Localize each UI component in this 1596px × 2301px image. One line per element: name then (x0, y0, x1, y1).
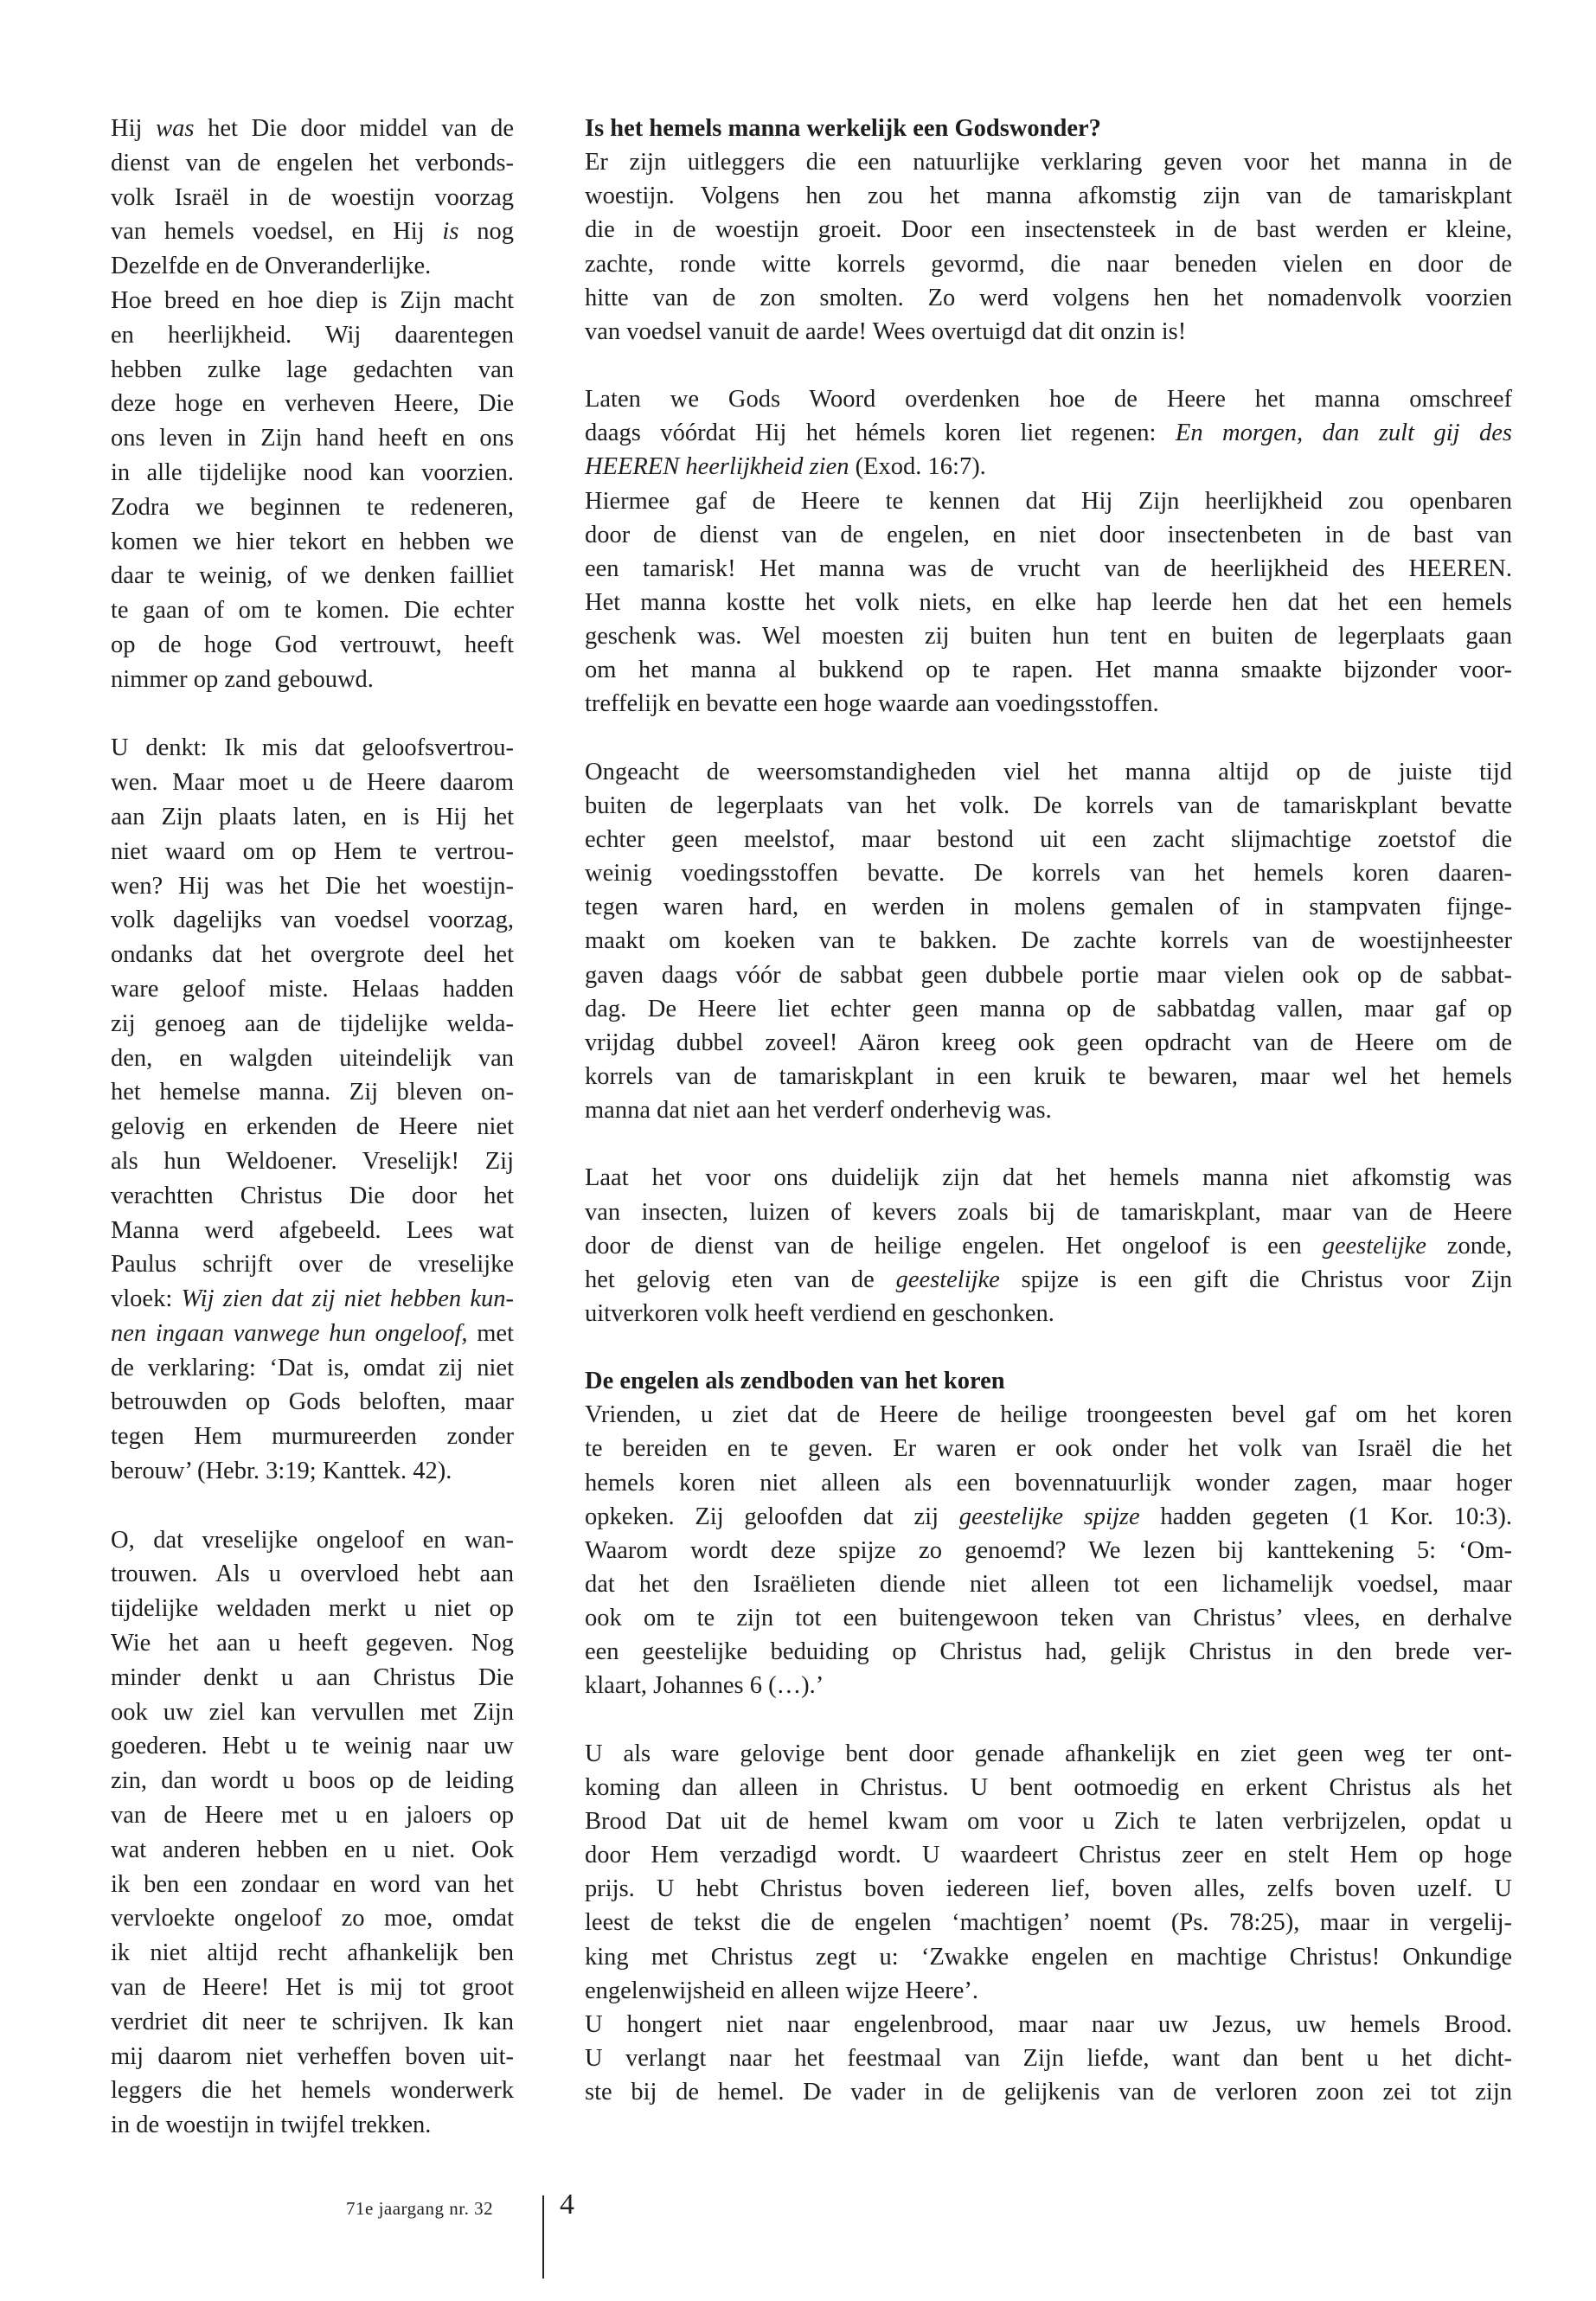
italic-text: nen ingaan vanwege hun ongeloof, (111, 1319, 468, 1347)
text: als hun Weldoener. Vreselijk! Zij (111, 1147, 514, 1175)
text-line (585, 484, 1512, 518)
footer-divider (542, 2195, 544, 2279)
text-line (585, 1940, 1512, 1974)
text: ste bij de hemel. De vader in de gelijkenis van de verloren zoon zei tot zijn (585, 2079, 1512, 2106)
text-line (111, 1214, 514, 1248)
text: U als ware gelovige bent door genade afhankelijk en ziet geen weg ter ont- (585, 1740, 1512, 1767)
text: Dezelfde en de Onveranderlijke. (111, 253, 432, 280)
text: Het manna kostte het volk niets, en elke hap leerde hen dat het een hemels (585, 588, 1512, 616)
text-line (585, 1872, 1512, 1906)
italic-text: is (442, 218, 459, 246)
text: ook om te zijn tot een buitengewoon teken van Christus’ vlees, en derhalve (585, 1605, 1512, 1632)
text-line (585, 2041, 1512, 2075)
text: daar te weinig, of we denken failliet (111, 562, 514, 590)
text-line (585, 382, 1512, 416)
italic-text: HEEREN heerlijkheid zien (585, 453, 849, 481)
footer-issue-label: 71e jaargang nr. 32 (346, 2198, 494, 2219)
text-line (585, 247, 1512, 281)
text: opkeken. Zij geloofden dat zij (585, 1503, 959, 1530)
text: Hij (111, 115, 157, 142)
paragraph (585, 1737, 1512, 2008)
paragraph-spacer (585, 1127, 1512, 1161)
text: gelovig en erkenden de Heere niet (111, 1113, 514, 1141)
text-line (111, 1282, 514, 1317)
text: (Exod. 16:7). (849, 453, 986, 481)
text: berouw’ (Hebr. 3:19; Kanttek. 42). (111, 1458, 452, 1485)
text: vrijdag dubbel zoveel! Aäron kreeg ook geen opdracht van de Heere om de (585, 1029, 1512, 1056)
paragraph (585, 382, 1512, 484)
text: hemels koren niet alleen als een bovennatuurlijk wonder zagen, maar hoger (585, 1469, 1512, 1497)
text-line (111, 387, 514, 421)
text-line (111, 731, 514, 766)
text: U denkt: Ik mis dat geloofsvertrou- (111, 734, 514, 762)
paragraph-spacer (585, 721, 1512, 755)
text: door de dienst van de heilige engelen. Het ongeloof is een (585, 1232, 1323, 1259)
text-line (585, 856, 1512, 890)
text: ook uw ziel kan vervullen met Zijn (111, 1698, 514, 1726)
text: wat anderen hebben en u niet. Ook (111, 1836, 514, 1863)
text: Laten we Gods Woord overdenken hoe de Heere het manna omschreef (585, 386, 1512, 413)
text: volk dagelijks van voedsel voorzag, (111, 907, 514, 934)
text: geschenk was. Wel moesten zij buiten hun tent en buiten de legerplaats gaan (585, 623, 1512, 651)
paragraph (585, 1161, 1512, 1330)
text: zin, dan wordt u boos op de leiding (111, 1767, 514, 1795)
text-line (585, 179, 1512, 213)
text: Hoe breed en hoe diep is Zijn macht (111, 286, 514, 314)
text: ondanks dat het overgrote deel het (111, 941, 514, 969)
text-line (585, 1432, 1512, 1465)
text: te gaan of om te komen. Die echter (111, 597, 514, 625)
text: verachtten Christus Die door het (111, 1182, 514, 1209)
text: Manna werd afgebeeld. Lees wat (111, 1216, 514, 1244)
text-line (585, 518, 1512, 552)
text: Wie het aan u heeft gegeven. Nog (111, 1630, 514, 1657)
section-heading (585, 112, 1512, 145)
text: die in de woestijn groeit. Door een insectensteek in de bast werden er kleine, (585, 216, 1512, 244)
text: van hemels voedsel, en Hij (111, 218, 443, 246)
text: ware geloof miste. Helaas hadden (111, 975, 514, 1003)
text-line (111, 1351, 514, 1386)
text: zachte, ronde witte korrels gevormd, die naar beneden vielen en door de (585, 250, 1512, 278)
text-line (585, 619, 1512, 653)
text-line (585, 1601, 1512, 1635)
text: buiten de legerplaats van het volk. De korrels van de tamariskplant bevatte (585, 792, 1512, 819)
text: hitte van de zon smolten. Zo werd volgens hen het nomadenvolk voorzien (585, 284, 1512, 311)
text: wen. Maar moet u de Heere daarom (111, 769, 514, 797)
text-line (111, 2108, 514, 2143)
paragraph-spacer (585, 349, 1512, 382)
text-line (111, 1557, 514, 1592)
text: Paulus schrijft over de vreselijke (111, 1251, 514, 1279)
text-line (585, 416, 1512, 450)
text-line (585, 890, 1512, 924)
text-line (111, 1385, 514, 1420)
text-line (585, 1229, 1512, 1263)
text: ik ben een zondaar en word van het (111, 1870, 514, 1898)
text-line (111, 593, 514, 628)
text-line (585, 112, 1512, 145)
text-line (111, 1798, 514, 1833)
text-line (111, 490, 514, 525)
paragraph (111, 284, 514, 697)
text: Ongeacht de weersomstandigheden viel het manna altijd op de juiste tijd (585, 758, 1512, 785)
italic-text: was (156, 115, 195, 142)
italic-text: geestelijke (1322, 1232, 1426, 1259)
text: met (467, 1319, 514, 1347)
text: maakt om koeken van te bakken. De zachte korrels van de woestijnheester (585, 927, 1512, 955)
text-line (111, 1007, 514, 1042)
text-line (111, 1764, 514, 1798)
text: van de Heere met u en jaloers op (111, 1802, 514, 1830)
text: verdriet dit neer te schrijven. Ik kan (111, 2008, 514, 2035)
text: minder denkt u aan Christus Die (111, 1663, 514, 1691)
text: door Hem verzadigd wordt. U waardeert Christus zeer en stelt Hem op hoge (585, 1842, 1512, 1869)
text: zij genoeg aan de tijdelijke welda- (111, 1009, 514, 1037)
text: niet waard om op Hem te vertrou- (111, 837, 514, 865)
text: Hiermee gaf de Heere te kennen dat Hij Zijn heerlijkheid zou openbaren (585, 487, 1512, 515)
text-line (585, 1297, 1512, 1330)
text-line (111, 318, 514, 353)
text-line (585, 1466, 1512, 1500)
text-line (585, 1500, 1512, 1534)
text-line (585, 213, 1512, 247)
text: een tamarisk! Het manna was de vrucht van de heerlijkheid des HEEREN. (585, 554, 1512, 582)
paragraph (585, 484, 1512, 721)
text-line (585, 586, 1512, 619)
text-line (585, 755, 1512, 789)
text: vloek: (111, 1285, 182, 1313)
text: van voedsel vanuit de aarde! Wees overtuigd dat dit onzin is! (585, 317, 1187, 345)
text-line (111, 663, 514, 697)
text: betrouwden op Gods beloften, maar (111, 1388, 514, 1416)
text: Zodra we beginnen te redeneren, (111, 493, 514, 521)
text: volk Israël in de woestijn voorzag (111, 183, 514, 211)
paragraph (585, 1398, 1512, 1702)
text-line (585, 823, 1512, 856)
text-line (111, 1075, 514, 1110)
text: Vrienden, u ziet dat de Heere de heilige troongeesten bevel gaf om het koren (585, 1401, 1512, 1429)
text-line (111, 1592, 514, 1626)
text-line (111, 525, 514, 560)
text: U hongert niet naar engelenbrood, maar naar uw Jezus, uw hemels Brood. (585, 2010, 1512, 2038)
text-line (111, 1179, 514, 1214)
text: tegen Hem murmureerden zonder (111, 1423, 514, 1451)
text-line (585, 1906, 1512, 1939)
section-heading (585, 1364, 1512, 1398)
text: koming dan alleen in Christus. U bent ootmoedig en erkent Christus als het (585, 1773, 1512, 1801)
text-line (111, 1523, 514, 1558)
text-line (111, 1042, 514, 1076)
text: De engelen als zendboden van het koren (585, 1368, 1005, 1395)
text: dienst van de engelen het verbonds- (111, 149, 514, 176)
text: leest de tekst die de engelen ‘machtigen’ noemt (Ps. 78:25), maar in vergelij- (585, 1909, 1512, 1937)
text-line (585, 1263, 1512, 1297)
text: op de hoge God vertrouwt, heeft (111, 631, 514, 658)
text: spijze is een gift die Christus voor Zijn (999, 1266, 1512, 1293)
text-line (585, 1737, 1512, 1771)
text-line (111, 2005, 514, 2040)
text: echter geen meelstof, maar bestond uit een zacht slijmachtige zoetstof die (585, 825, 1512, 853)
text: zonde, (1426, 1232, 1512, 1259)
text: nog (458, 218, 514, 246)
text-line (111, 559, 514, 593)
text: hadden gegeten (1 Kor. 10:3). (1139, 1503, 1512, 1530)
text-line (585, 924, 1512, 958)
text-line (111, 1729, 514, 1764)
text-line (585, 315, 1512, 349)
text-line (111, 835, 514, 869)
paragraph-spacer (585, 1330, 1512, 1364)
text: in alle tijdelijke nood kan voorzien. (111, 458, 514, 486)
text: te bereiden en te geven. Er waren er ook onder het volk van Israël die het (585, 1435, 1512, 1463)
text-line (111, 249, 514, 284)
text: het hemelse manna. Zij bleven on- (111, 1079, 514, 1106)
text: tijdelijke weldaden merkt u niet op (111, 1595, 514, 1623)
text-line (585, 1635, 1512, 1669)
text: in de woestijn in twijfel trekken. (111, 2112, 432, 2139)
text: O, dat vreselijke ongeloof en wan- (111, 1526, 514, 1554)
text: Er zijn uitleggers die een natuurlijke verklaring geven voor het manna in de (585, 149, 1512, 176)
text-line (585, 1838, 1512, 1872)
paragraph-spacer (111, 697, 514, 732)
text-line (111, 1833, 514, 1868)
text-line (111, 2073, 514, 2108)
text-line (111, 1110, 514, 1144)
text-line (111, 1936, 514, 1971)
italic-text: Wij zien dat zij niet hebben kun- (181, 1285, 514, 1313)
text-line (585, 687, 1512, 721)
text-line (111, 869, 514, 904)
text-line (111, 1454, 514, 1489)
text: engelenwijsheid en alleen wijze Heere’. (585, 1977, 978, 2004)
text-line (111, 1661, 514, 1695)
text: trouwen. Als u overvloed hebt aan (111, 1561, 514, 1588)
text-line (585, 653, 1512, 687)
text-line (111, 1971, 514, 2005)
text: een geestelijke beduiding op Christus had, gelijk Christus in den brede ver- (585, 1638, 1512, 1666)
text: korrels van de tamariskplant in een kruik te bewaren, maar wel het hemels (585, 1062, 1512, 1090)
text-line (585, 2008, 1512, 2041)
text-line (585, 1398, 1512, 1432)
text-line (585, 450, 1512, 484)
text: om het manna al bukkend op te rapen. Het manna smaakte bijzonder voor- (585, 657, 1512, 684)
text: treffelijk en bevatte een hoge waarde aan voedingsstoffen. (585, 690, 1159, 718)
text: daags vóórdat Hij het hémels koren liet regenen: (585, 420, 1176, 447)
text-line (111, 1317, 514, 1351)
text: de verklaring: ‘Dat is, omdat zij niet (111, 1354, 514, 1381)
text: Is het hemels manna werkelijk een Godswonder? (585, 115, 1101, 142)
text: vervloekte ongeloof zo moe, omdat (111, 1905, 514, 1932)
text: Waarom wordt deze spijze zo genoemd? We lezen bij kanttekening 5: ‘Om- (585, 1536, 1512, 1564)
paragraph (111, 1523, 514, 2143)
text-line (585, 1974, 1512, 2008)
paragraph (111, 731, 514, 1489)
text-line (585, 1364, 1512, 1398)
text: klaart, Johannes 6 (…).’ (585, 1672, 824, 1700)
paragraph (585, 145, 1512, 349)
text-line (111, 1144, 514, 1179)
text-line (111, 215, 514, 249)
text-line (111, 1901, 514, 1936)
text: uitverkoren volk heeft verdiend en geschonken. (585, 1299, 1054, 1327)
text-line (111, 421, 514, 456)
text-line (585, 1567, 1512, 1601)
paragraph (111, 112, 514, 284)
text: goederen. Hebt u te weinig naar uw (111, 1733, 514, 1760)
text: Brood Dat uit de hemel kwam om voor u Zich te laten verbrijzelen, opdat u (585, 1808, 1512, 1836)
text-line (111, 800, 514, 835)
paragraph (585, 2008, 1512, 2109)
paragraph-spacer (585, 1703, 1512, 1737)
text-line (585, 552, 1512, 586)
text-line (585, 992, 1512, 1026)
italic-text: geestelijke spijze (958, 1503, 1140, 1530)
text: hebben zulke lage gedachten van (111, 356, 514, 383)
text-line (111, 284, 514, 318)
left-column (111, 112, 514, 2143)
text: het gelovig eten van de (585, 1266, 896, 1293)
text-line (111, 353, 514, 388)
text: U verlangt naar het feestmaal van Zijn liefde, want dan bent u het dicht- (585, 2045, 1512, 2073)
text-line (585, 1060, 1512, 1093)
text-line (111, 1626, 514, 1661)
text: prijs. U hebt Christus boven iedereen lief, boven alles, zelfs boven uzelf. U (585, 1875, 1512, 1903)
paragraph (585, 755, 1512, 1128)
text-line (111, 766, 514, 800)
text-line (111, 1247, 514, 1282)
text: woestijn. Volgens hen zou het manna afkomstig zijn van de tamariskplant (585, 183, 1512, 210)
text: komen we hier tekort en hebben we (111, 528, 514, 555)
text-line (585, 1669, 1512, 1702)
text: tegen waren hard, en werden in molens gemalen of in stampvaten fijnge- (585, 894, 1512, 921)
text-line (585, 281, 1512, 315)
text: wen? Hij was het Die het woestijn- (111, 872, 514, 900)
text: Laat het voor ons duidelijk zijn dat het hemels manna niet afkomstig was (585, 1164, 1512, 1192)
text: ik niet altijd recht afhankelijk ben (111, 1939, 514, 1967)
italic-text: geestelijke (895, 1266, 1000, 1293)
text-line (111, 181, 514, 215)
text-line (111, 146, 514, 181)
text: en heerlijkheid. Wij daarentegen (111, 321, 514, 349)
text-line (585, 1026, 1512, 1060)
italic-text: En morgen, dan zult gij des (1175, 420, 1512, 447)
text: dag. De Heere liet echter geen manna op de sabbatdag vallen, maar gaf op (585, 995, 1512, 1022)
text: nimmer op zand gebouwd. (111, 665, 374, 693)
text: king met Christus zegt u: ‘Zwakke engelen en machtige Christus! Onkundige (585, 1943, 1512, 1971)
text-line (111, 972, 514, 1007)
text: dat het den Israëlieten diende niet alleen tot een lichamelijk voedsel, maar (585, 1571, 1512, 1599)
text: van de Heere! Het is mij tot groot (111, 1974, 514, 2002)
text-line (585, 1093, 1512, 1127)
text: weinig voedingsstoffen bevatte. De korrels van het hemels koren daaren- (585, 860, 1512, 888)
text: aan Zijn plaats laten, en is Hij het (111, 803, 514, 830)
text-line (585, 1161, 1512, 1195)
text: manna dat niet aan het verderf onderhevig was. (585, 1097, 1052, 1125)
text: den, en walgden uiteindelijk van (111, 1044, 514, 1072)
text-line (585, 789, 1512, 823)
text: deze hoge en verheven Heere, Die (111, 390, 514, 418)
text-line (585, 1771, 1512, 1804)
text-line (585, 145, 1512, 179)
text: leggers die het hemels wonderwerk (111, 2077, 514, 2105)
text: door de dienst van de engelen, en niet door insectenbeten in de bast van (585, 521, 1512, 548)
text-line (111, 628, 514, 663)
text-line (585, 1195, 1512, 1229)
text: gaven daags vóór de sabbat geen dubbele portie maar vielen ook op de sabbat- (585, 961, 1512, 989)
text-line (111, 1695, 514, 1730)
text-line (111, 456, 514, 490)
text-line (585, 1534, 1512, 1567)
text-line (585, 2075, 1512, 2109)
text-line (585, 958, 1512, 992)
text-line (111, 112, 514, 146)
text-line (585, 1804, 1512, 1838)
page-number: 4 (560, 2189, 574, 2221)
text: het Die door middel van de (194, 115, 514, 142)
text-line (111, 2040, 514, 2074)
text: ons leven in Zijn hand heeft en ons (111, 425, 514, 452)
text-line (111, 938, 514, 972)
paragraph-spacer (111, 1489, 514, 1523)
text: van insecten, luizen of kevers zoals bij de tamariskplant, maar van de Heere (585, 1198, 1512, 1226)
right-column (585, 112, 1512, 2109)
text-line (111, 903, 514, 938)
text-line (111, 1868, 514, 1902)
text-line (111, 1420, 514, 1454)
text: mij daarom niet verheffen boven uit- (111, 2042, 514, 2070)
